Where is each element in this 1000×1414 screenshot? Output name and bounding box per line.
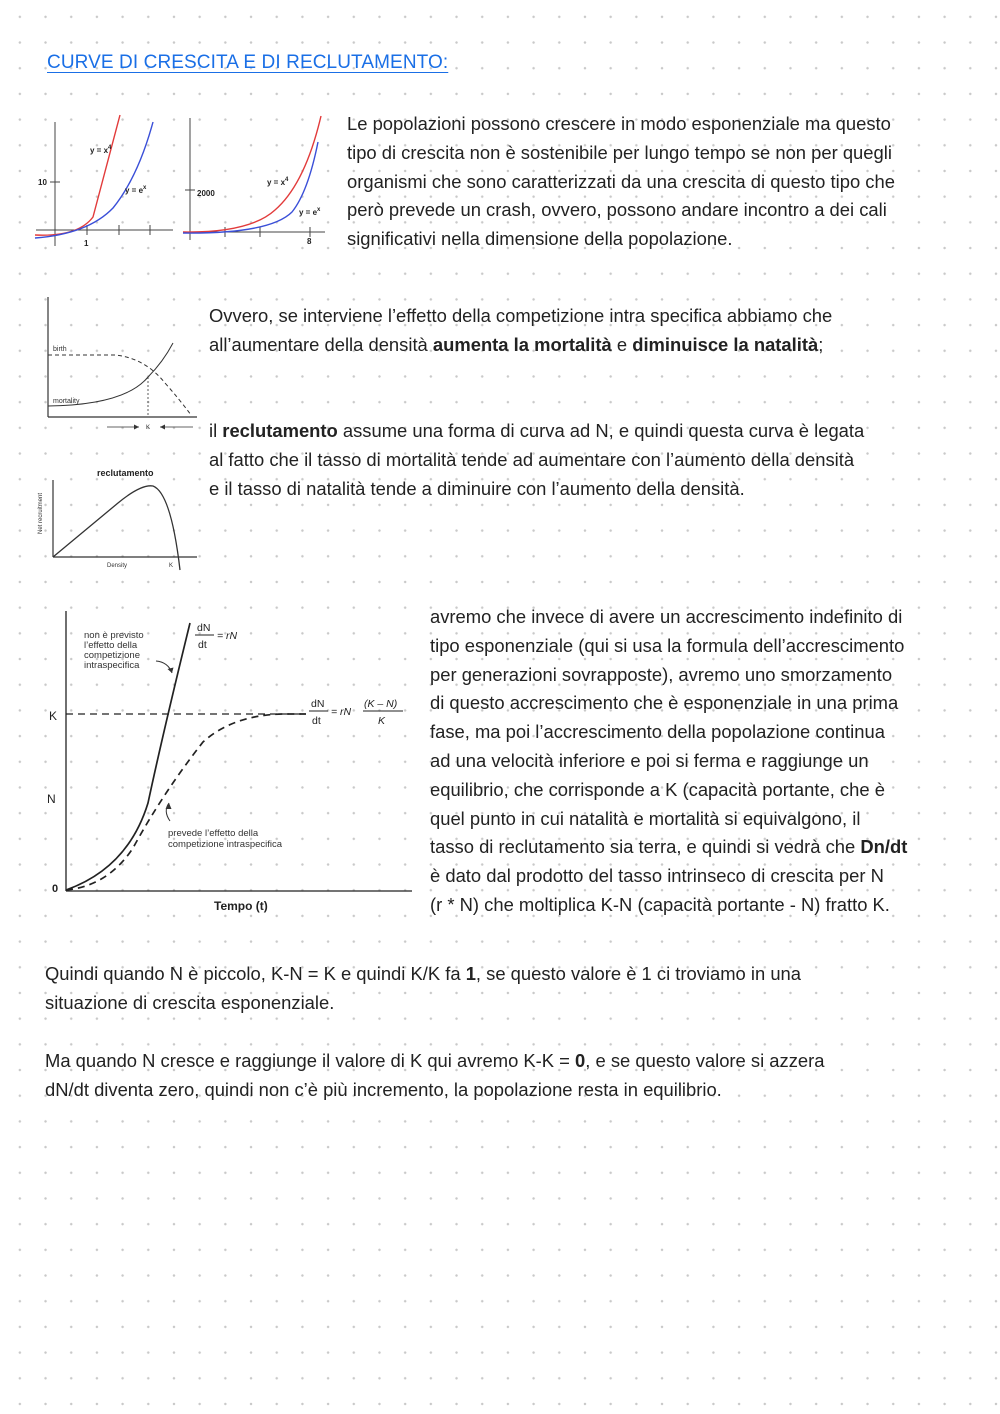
power-label: $y = x^4$: [90, 145, 112, 155]
logistic-growth-plot: [38, 603, 416, 918]
n-axis-label: N: [47, 792, 56, 806]
k-label: K: [146, 425, 151, 431]
k-axis-label: K: [49, 709, 58, 723]
eq-fraction-numerator: (K – N): [364, 698, 398, 710]
text-line: Ma quando N cresce e raggiunge il valore di K qui avremo K-K = 0, e se questo valore si azzera: [45, 1050, 825, 1071]
logistic-note: [168, 828, 283, 850]
bold-text: aumenta la mortalità: [432, 333, 612, 355]
exponential-equation: [195, 622, 238, 651]
note-line: l’effetto della: [84, 640, 138, 651]
text-line: e il tasso di natalità tende a diminuire con l’aumento della densità.: [209, 477, 745, 499]
arrow-icon: [168, 668, 174, 674]
exp-label: $y = e^x$: [299, 207, 321, 217]
y-tick-label: 2000: [197, 189, 215, 198]
paragraph-small-n: [45, 960, 801, 1018]
mortality-curve: [48, 343, 173, 406]
recruitment-plot: [33, 458, 203, 573]
note-line: competizione intraspecifica: [168, 839, 283, 850]
k-label: K: [169, 563, 174, 569]
text-line: situazione di crescita esponenziale.: [45, 991, 335, 1013]
text-line: quel punto in cui natalità e mortalità si equivalgono, il: [430, 807, 861, 829]
logistic-equation: [309, 698, 403, 727]
text-line: tasso di reclutamento sia terra, e quindi si vedrà che Dn/dt: [430, 836, 908, 858]
page-title: CURVE DI CRESCITA E DI RECLUTAMENTO:: [47, 52, 449, 73]
power-curve: [35, 115, 120, 235]
x-axis-label: Density: [107, 563, 128, 569]
exponential-curve: [183, 142, 318, 233]
exp-label: $y = e^x$: [125, 185, 147, 195]
text-line: significativi nella dimensione della popolazione.: [347, 228, 733, 250]
birth-label: birth: [53, 346, 67, 353]
text-line: Le popolazioni possono crescere in modo esponenziale ma questo: [347, 113, 891, 134]
birth-curve: [48, 355, 191, 415]
bold-text: reclutamento: [222, 420, 338, 441]
eq-fraction-denominator: K: [378, 715, 386, 727]
bold-text: 1: [465, 963, 476, 984]
text-line: tipo esponenziale (qui si usa la formula dell’accrescimento: [430, 634, 905, 656]
y-axis-label: Net recruitment: [38, 492, 44, 534]
eq-numerator: dN: [197, 622, 211, 634]
growth-curves-small-plot: [33, 112, 173, 248]
exponential-curve: [35, 122, 153, 238]
text-line: al fatto che il tasso di mortalità tende ad aumentare con l’aumento della densità: [209, 448, 855, 470]
note-arrow: [156, 661, 172, 673]
birth-mortality-plot: [45, 295, 200, 435]
arrow-right-icon: [134, 425, 139, 430]
bold-text: 0: [575, 1050, 586, 1071]
text-line: all’aumentare della densità aumenta la mortalità e diminuisce la natalità;: [209, 333, 824, 355]
bold-text: Dn/dt: [860, 836, 908, 858]
note-line: intraspecifica: [84, 660, 140, 671]
x-tick-label: 1: [84, 239, 89, 248]
eq-denominator: dt: [198, 639, 207, 651]
text-line: tipo di crescita non è sostenibile per lungo tempo se non per quegli: [347, 141, 892, 163]
text-line: equilibrio, che corrisponde a K (capacità portante, che è: [430, 778, 885, 800]
logistic-growth-figure: [38, 603, 416, 918]
text-line: per generazioni sovrapposte), avremo uno smorzamento: [430, 663, 893, 685]
logistic-curve: [66, 714, 306, 890]
text-line: di questo accrescimento che è esponenziale in una prima: [430, 692, 899, 714]
eq-denominator: dt: [312, 715, 321, 727]
paragraph-logistic-growth: [430, 603, 907, 920]
x-axis-label: Tempo (t): [214, 899, 268, 913]
text-line: Ovvero, se interviene l’effetto della competizione intra specifica abbiamo che: [209, 305, 833, 326]
eq-rhs: = rN: [331, 706, 352, 718]
paragraph-density-effects: [209, 302, 832, 360]
note-line: prevede l’effetto della: [168, 828, 259, 839]
note-line: competizione: [84, 650, 140, 661]
text-line: dN/dt diventa zero, quindi non c’è più incremento, la popolazione resta in equilibrio.: [45, 1078, 722, 1100]
text-line: avremo che invece di avere un accrescimento indefinito di: [430, 606, 903, 627]
text-line: fase, ma poi l’accrescimento della popolazione continua: [430, 721, 885, 743]
origin-label: 0: [52, 883, 59, 895]
bold-text: diminuisce la natalità: [632, 333, 819, 355]
text-line: però prevede un crash, ovvero, possono andare incontro a dei cali: [347, 199, 887, 221]
mortality-label: mortality: [53, 398, 80, 405]
growth-curves-large-plot: [180, 112, 330, 248]
paragraph-recruitment: [209, 417, 864, 503]
x-tick-label: 8: [307, 237, 312, 246]
y-tick-label: 10: [38, 178, 47, 187]
recruitment-figure: [33, 458, 203, 573]
recruitment-title: reclutamento: [97, 468, 154, 478]
growth-curves-small-figure: [33, 112, 173, 248]
text-line: ad una velocità inferiore e poi si ferma e raggiunge un: [430, 749, 869, 771]
paragraph-exponential-growth: [347, 110, 895, 254]
paragraph-equilibrium: [45, 1047, 825, 1105]
arrow-icon: [166, 803, 172, 809]
arrow-left-icon: [160, 425, 165, 430]
text-line: è dato dal prodotto del tasso intrinseco di crescita per N: [430, 865, 884, 887]
note-line: non è previsto: [84, 630, 144, 641]
text-line: (r * N) che moltiplica K-N (capacità portante - N) fratto K.: [430, 893, 890, 915]
exponential-note: [84, 630, 144, 671]
eq-numerator: dN: [311, 698, 325, 710]
power-label: $y = x^4$: [267, 177, 289, 187]
text-line: il reclutamento assume una forma di curva ad N, e quindi questa curva è legata: [209, 420, 865, 441]
text-line: organismi che sono caratterizzati da una crescita di questo tipo che: [347, 170, 895, 192]
eq-rhs: = rN: [217, 630, 238, 642]
text-line: Quindi quando N è piccolo, K-N = K e quindi K/K fa 1, se questo valore è 1 ci troviamo in una: [45, 963, 801, 984]
growth-curves-large-figure: [180, 112, 330, 248]
birth-mortality-figure: [45, 295, 200, 435]
